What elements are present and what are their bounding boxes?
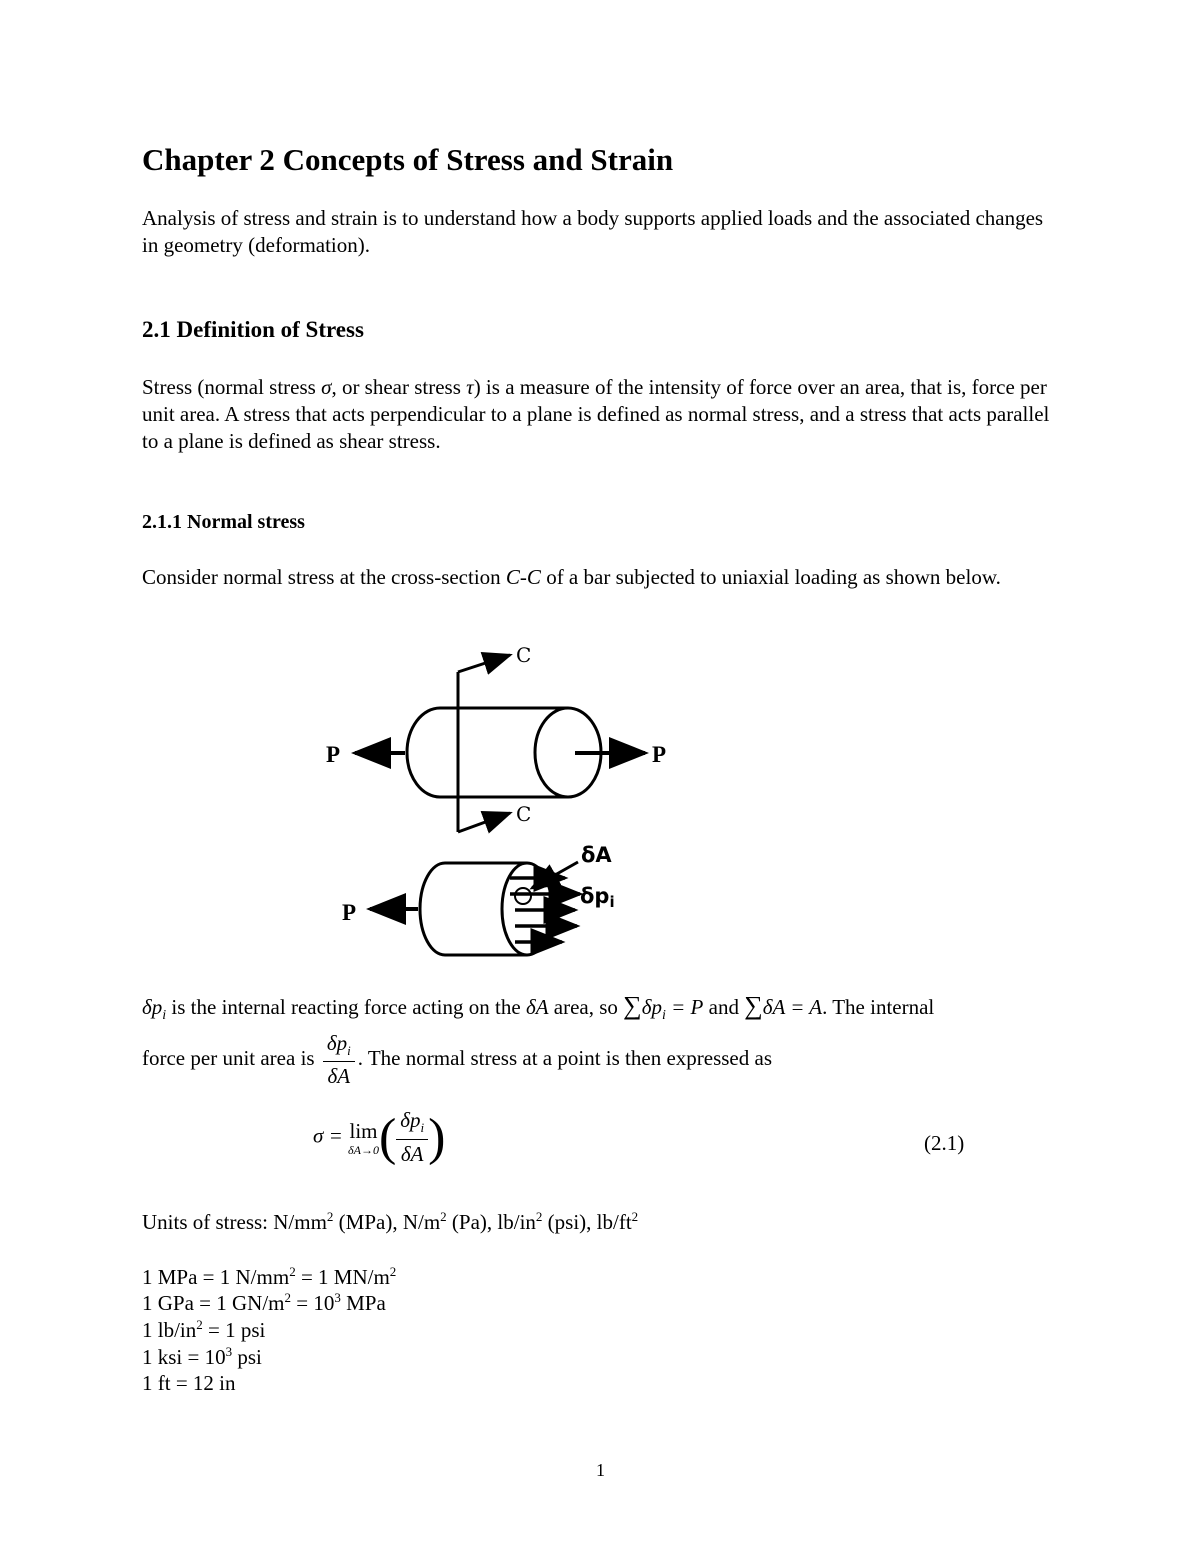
dp-subscript: i: [661, 1008, 666, 1024]
area-equation: δA = A: [762, 995, 823, 1019]
dp-subscript: i: [162, 1008, 167, 1024]
text-run: Units of stress: N/mm: [142, 1210, 327, 1234]
superscript: 2: [631, 1209, 639, 1224]
text-run: = 1 psi: [202, 1318, 266, 1342]
text-run: Consider normal stress at the cross-section: [142, 565, 506, 589]
equation-rhs: = P: [665, 995, 704, 1019]
left-paren: (: [378, 1109, 397, 1166]
text-run: is the internal reacting force acting on the: [166, 995, 526, 1019]
force-element-label: [580, 884, 615, 911]
text-run: . The normal stress at a point is then expressed as: [357, 1045, 772, 1070]
summation-symbol: ∑: [623, 991, 642, 1020]
fraction-denominator: δA: [400, 1141, 424, 1166]
chapter-title: Chapter 2 Concepts of Stress and Strain: [142, 142, 674, 177]
dp-text: δp: [641, 995, 662, 1019]
conversion-line-1: [142, 1265, 396, 1290]
text-run: 1 ksi = 10: [142, 1345, 226, 1369]
num-subscript: i: [420, 1120, 425, 1136]
text-run: (Pa), lb/in: [446, 1210, 536, 1234]
superscript: 3: [225, 1344, 233, 1359]
section-heading-2-1: 2.1 Definition of Stress: [142, 317, 364, 342]
right-paren: ): [428, 1109, 446, 1166]
superscript: 2: [535, 1209, 543, 1224]
lim-subscript: δA→0: [348, 1143, 379, 1157]
lim-text: lim: [349, 1119, 378, 1143]
dp-subscript: i: [609, 893, 615, 911]
normal-stress-equation: [313, 1108, 446, 1167]
superscript: 2: [284, 1290, 292, 1305]
explanation-line-2: [142, 1031, 772, 1089]
text-run: (MPa), N/m: [333, 1210, 441, 1234]
text-run: psi: [232, 1345, 262, 1369]
num-text: δp: [400, 1108, 421, 1133]
superscript: 2: [326, 1209, 334, 1224]
conversion-line-4: [142, 1345, 262, 1370]
full-bar-diagram: [355, 655, 645, 832]
text-run: force per unit area is: [142, 1045, 315, 1070]
text-run: 1 lb/in: [142, 1318, 197, 1342]
text-run: area, so: [548, 995, 624, 1019]
text-run: = 10: [291, 1291, 335, 1315]
dp-subscript: i: [347, 1043, 351, 1059]
cut-label-bottom: C: [516, 802, 532, 826]
dp-text: δp: [580, 884, 610, 908]
superscript: 3: [334, 1290, 341, 1305]
text-run: MPa: [340, 1291, 386, 1315]
fraction-denominator: δA: [327, 1064, 351, 1089]
intro-paragraph: Analysis of stress and strain is to understand how a body supports applied loads and the associated changes in geometry (deformation).: [142, 206, 1044, 257]
superscript: 2: [289, 1264, 296, 1279]
conversion-line-5: 1 ft = 12 in: [142, 1371, 236, 1395]
normal-stress-paragraph: [142, 564, 1060, 591]
cross-section-label: C-C: [505, 565, 541, 589]
load-label-bottom: P: [342, 900, 357, 925]
text-run: and: [703, 995, 745, 1019]
dp-symbol: [142, 995, 167, 1024]
page-number: 1: [596, 1460, 605, 1480]
explanation-line-1: [142, 991, 934, 1024]
limit-operator: [348, 1119, 379, 1156]
dp-symbol-2: [641, 995, 666, 1024]
area-element-label: δA: [581, 843, 612, 867]
fraction-numerator: [396, 1108, 428, 1139]
conversion-line-2: [142, 1291, 386, 1316]
text-run: (psi), lb/ft: [542, 1210, 632, 1234]
force-per-area-fraction: [323, 1031, 355, 1089]
text-run: ) is a measure of the intensity of force over an area, that is, force per unit area. A stress that acts perpendicular to a plane is defined as normal stress, and a stress that acts parallel to a plane is defined as shear stress.: [142, 375, 1050, 453]
dp-text: δp: [142, 995, 163, 1019]
dA-symbol: δA: [525, 995, 549, 1019]
stress-definition-paragraph: [142, 374, 1060, 455]
equation-number: (2.1): [924, 1131, 965, 1155]
bar-uniaxial-loading-figure: [300, 630, 720, 970]
conversion-line-3: [142, 1318, 265, 1343]
free-body-diagram: [370, 862, 580, 955]
units-of-stress-line: [142, 1210, 638, 1235]
equation-lhs: σ =: [313, 1123, 349, 1148]
tau-symbol: τ: [466, 375, 474, 399]
load-label-left: P: [326, 742, 341, 767]
superscript: 2: [389, 1264, 397, 1279]
text-run: , or shear stress: [331, 375, 467, 399]
sigma-symbol: σ: [321, 375, 332, 399]
text-run: 1 GPa = 1 GN/m: [142, 1291, 285, 1315]
cut-label-top: C: [516, 643, 532, 667]
text-run: Stress (normal stress: [142, 375, 322, 399]
text-run: . The internal: [822, 995, 935, 1019]
section-heading-2-1-1: 2.1.1 Normal stress: [142, 511, 305, 533]
summation-symbol-2: ∑: [744, 991, 763, 1020]
dp-text: δp: [326, 1031, 348, 1055]
fraction-numerator: [323, 1031, 355, 1062]
text-run: of a bar subjected to uniaxial loading as shown below.: [540, 565, 1001, 589]
text-run: = 1 MN/m: [295, 1265, 390, 1289]
superscript: 2: [196, 1317, 203, 1332]
load-label-right: P: [652, 742, 667, 767]
superscript: 2: [440, 1209, 447, 1224]
limit-fraction: [396, 1108, 428, 1166]
text-run: 1 MPa = 1 N/mm: [142, 1265, 290, 1289]
